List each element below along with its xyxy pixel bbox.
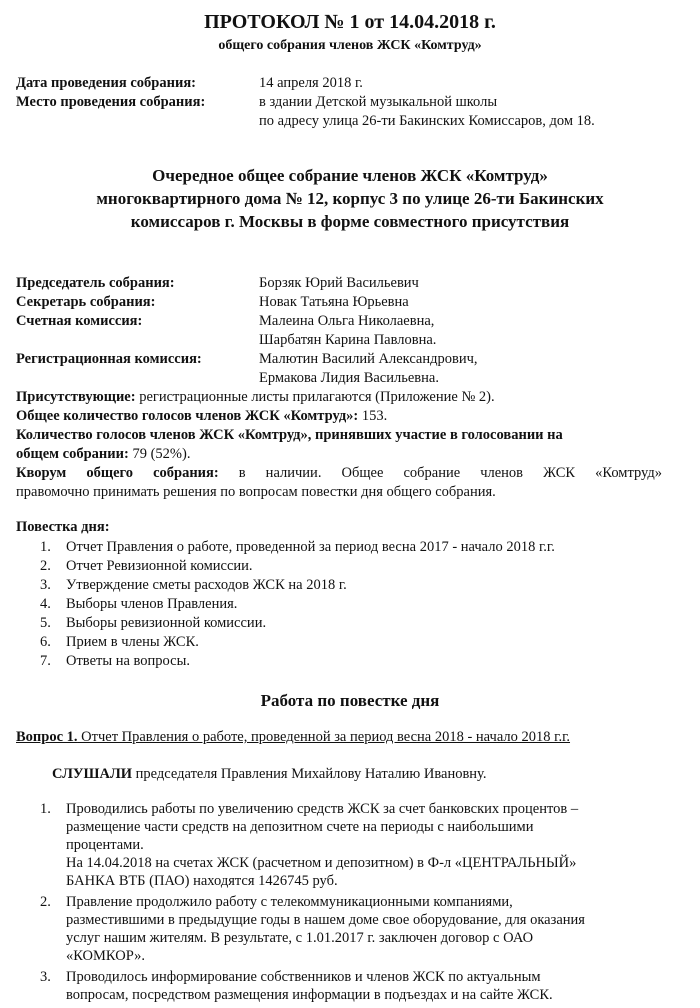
quorum-line1 <box>16 464 662 482</box>
secretary-value: Новак Татьяна Юрьевна <box>259 294 409 310</box>
registration-commission-member: Малютин Василий Александрович, <box>259 351 478 367</box>
agenda-item: Прием в члены ЖСК. <box>66 634 199 650</box>
agenda-item-num: 5. <box>40 615 51 631</box>
question-1-label: Вопрос 1. <box>16 729 78 745</box>
agenda-item-num: 3. <box>40 577 51 593</box>
voted-value: 79 (52%). <box>128 446 191 462</box>
chair-label: Председатель собрания: <box>16 275 175 291</box>
registration-commission-member: Ермакова Лидия Васильевна. <box>259 370 439 386</box>
agenda-item: Выборы ревизионной комиссии. <box>66 615 267 631</box>
point-num: 1. <box>40 801 51 817</box>
voted-label-line1: Количество голосов членов ЖСК «Комтруд», принявших участие в голосовании на <box>16 427 563 443</box>
question-1-line <box>16 728 570 746</box>
agenda-item-num: 7. <box>40 653 51 669</box>
point-line: размещение части средств на депозитном счете на периоды с наибольшими <box>66 819 534 835</box>
agenda-item: Утверждение сметы расходов ЖСК на 2018 г. <box>66 577 347 593</box>
quorum-line2: правомочно принимать решения по вопросам повестки дня общего собрания. <box>16 484 496 500</box>
meeting-place-line1: в здании Детской музыкальной школы <box>259 94 498 110</box>
agenda-item: Отчет Ревизионной комиссии. <box>66 558 253 574</box>
agenda-item: Отчет Правления о работе, проведенной за период весна 2017 - начало 2018 г.г. <box>66 539 555 555</box>
work-heading: Работа по повестке дня <box>260 691 440 710</box>
point-line: вопросам, посредством размещения информации в подъездах и на сайте ЖСК. <box>66 987 553 1003</box>
agenda-item-num: 6. <box>40 634 51 650</box>
voted-line2 <box>16 445 190 463</box>
agenda-item-num: 2. <box>40 558 51 574</box>
secretary-label: Секретарь собрания: <box>16 294 156 310</box>
agenda-item: Выборы членов Правления. <box>66 596 238 612</box>
document-subtitle: общего собрания членов ЖСК «Комтруд» <box>218 38 482 53</box>
meeting-heading-line1: Очередное общее собрание членов ЖСК «Комтруд» <box>152 166 548 185</box>
point-num: 2. <box>40 894 51 910</box>
total-votes-label: Общее количество голосов членов ЖСК «Комтруд»: <box>16 408 359 424</box>
chair-value: Борзяк Юрий Васильевич <box>259 275 419 291</box>
meeting-heading-line3: комиссаров г. Москвы в форме совместного присутствия <box>130 212 570 231</box>
point-line: На 14.04.2018 на счетах ЖСК (расчетном и депозитном) в Ф-л «ЦЕНТРАЛЬНЫЙ» <box>66 855 577 871</box>
listened-line <box>52 765 486 783</box>
point-line: Проводилось информирование собственников и членов ЖСК по актуальным <box>66 969 541 985</box>
meeting-place-line2: по адресу улица 26-ти Бакинских Комиссаров, дом 18. <box>259 113 595 129</box>
question-1-text: Отчет Правления о работе, проведенной за период весна 2018 - начало 2018 г.г. <box>77 729 571 745</box>
agenda-item: Ответы на вопросы. <box>66 653 190 669</box>
point-num: 3. <box>40 969 51 985</box>
point-line: процентами. <box>66 837 144 853</box>
quorum-label: Кворум общего собрания: <box>16 465 219 481</box>
point-line: Проводились работы по увеличению средств ЖСК за счет банковских процентов – <box>66 801 579 817</box>
total-votes-line <box>16 407 387 425</box>
voted-label-line2: общем собрании: <box>16 446 129 462</box>
counting-commission-member: Шарбатян Карина Павловна. <box>259 332 437 348</box>
agenda-item-num: 1. <box>40 539 51 555</box>
present-value: регистрационные листы прилагаются (Приложение № 2). <box>135 389 495 405</box>
listened-text: председателя Правления Михайлову Наталию Ивановну. <box>132 766 487 782</box>
registration-commission-label: Регистрационная комиссия: <box>16 351 202 367</box>
meeting-place-label: Место проведения собрания: <box>16 94 206 110</box>
meeting-date-value: 14 апреля 2018 г. <box>259 75 363 91</box>
agenda-label: Повестка дня: <box>16 519 110 535</box>
counting-commission-label: Счетная комиссия: <box>16 313 143 329</box>
present-line <box>16 388 495 406</box>
present-label: Присутствующие: <box>16 389 136 405</box>
point-line: услуг нашим жителям. В результате, с 1.01.2017 г. заключен договор с ОАО <box>66 930 534 946</box>
point-line: Правление продолжило работу с телекоммуникационными компаниями, <box>66 894 513 910</box>
total-votes-value: 153. <box>358 408 388 424</box>
point-line: «КОМКОР». <box>66 948 146 964</box>
point-line: БАНКА ВТБ (ПАО) находятся 1426745 руб. <box>66 873 338 889</box>
listened-label: СЛУШАЛИ <box>52 766 133 782</box>
agenda-item-num: 4. <box>40 596 51 612</box>
meeting-date-label: Дата проведения собрания: <box>16 75 196 91</box>
meeting-heading-line2: многоквартирного дома № 12, корпус 3 по улице 26-ти Бакинских <box>96 189 604 208</box>
quorum-value-line1: в наличии. Общее собрание членов ЖСК «Комтруд» <box>218 465 663 481</box>
point-line: разместившими в предыдущие годы в нашем доме свое оборудование, для оказания <box>66 912 585 928</box>
document-title: ПРОТОКОЛ № 1 от 14.04.2018 г. <box>204 11 496 33</box>
counting-commission-member: Малеина Ольга Николаевна, <box>259 313 435 329</box>
